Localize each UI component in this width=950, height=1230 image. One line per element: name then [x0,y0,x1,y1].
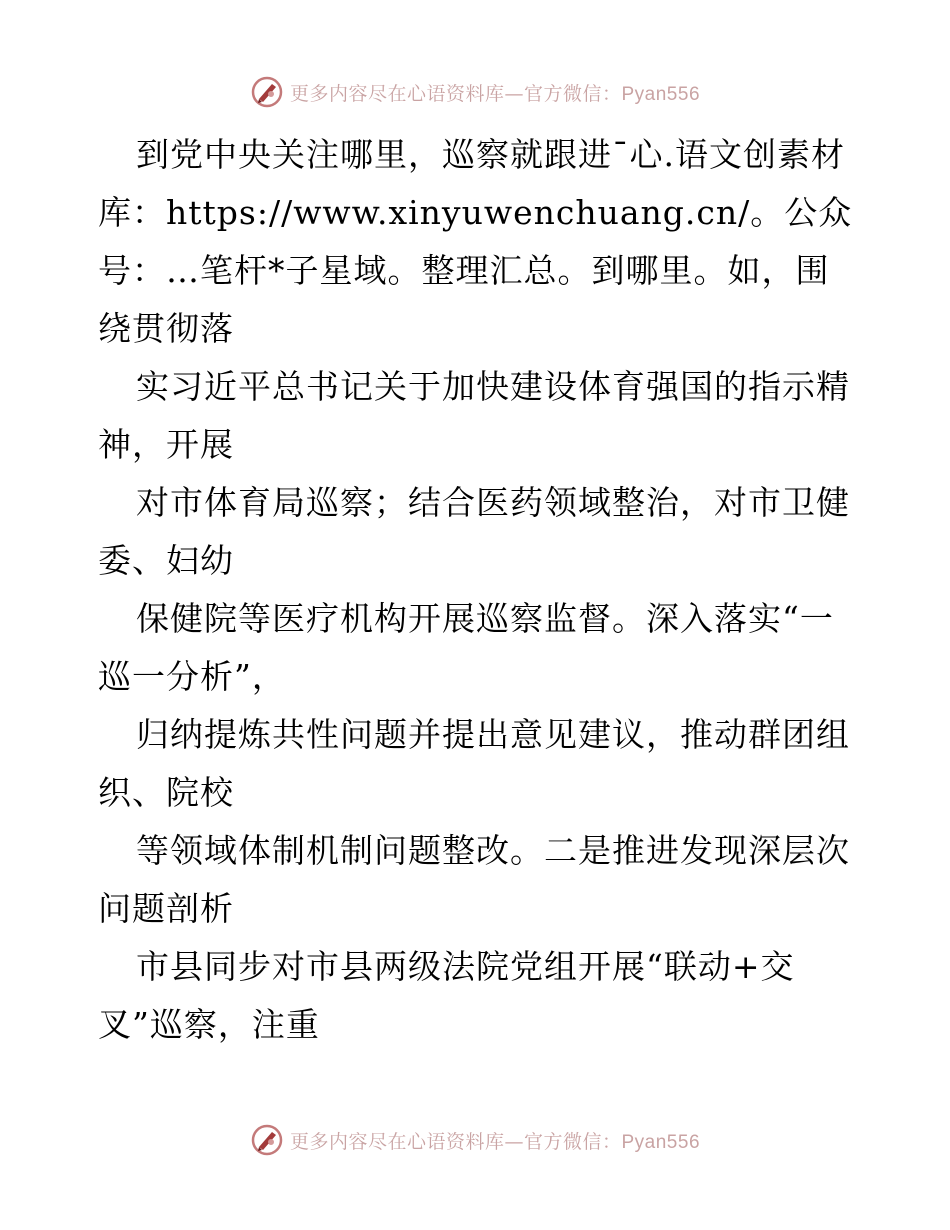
text-line: 委、妇幼 [98,541,234,580]
header-watermark [0,72,950,112]
text-line: 巡一分析”， [98,657,286,696]
watermark-id: Pyan556 [621,1131,701,1153]
watermark-id: Pyan556 [621,83,701,105]
document-body [98,126,858,1054]
watermark-text: 更多内容尽在心语资料库—官方微信： [289,82,622,105]
text-line: 市县同步对市县两级法院党组开展“联动+交 [136,947,795,986]
footer-watermark [0,1120,950,1160]
text-line: 对市体育局巡察；结合医药领域整治，对市卫健 [136,483,850,522]
text-line: 织、院校 [98,773,234,812]
watermark-text: 更多内容尽在心语资料库—官方微信： [289,1130,622,1153]
text-line: 库：https://www.xinyuwenchuang.cn/。公众 [98,193,853,232]
text-line: 号：…笔杆*子星域。整理汇总。到哪里。如，围 [98,251,830,290]
text-line: 问题剖析 [98,889,234,928]
text-line: 绕贯彻落 [98,309,234,348]
text-line: 到党中央关注哪里，巡察就跟进¯心.语文创素材 [136,135,845,174]
text-line: 保健院等医疗机构开展巡察监督。深入落实“一 [136,599,834,638]
pen-logo-icon [250,1123,284,1157]
text-line: 叉”巡察，注重 [98,1005,320,1044]
text-line: 归纳提炼共性问题并提出意见建议，推动群团组 [136,715,850,754]
pen-logo-icon [250,75,284,109]
text-line: 等领域体制机制问题整改。二是推进发现深层次 [136,831,850,870]
text-line: 实习近平总书记关于加快建设体育强国的指示精 [136,367,850,406]
text-line: 神，开展 [98,425,234,464]
